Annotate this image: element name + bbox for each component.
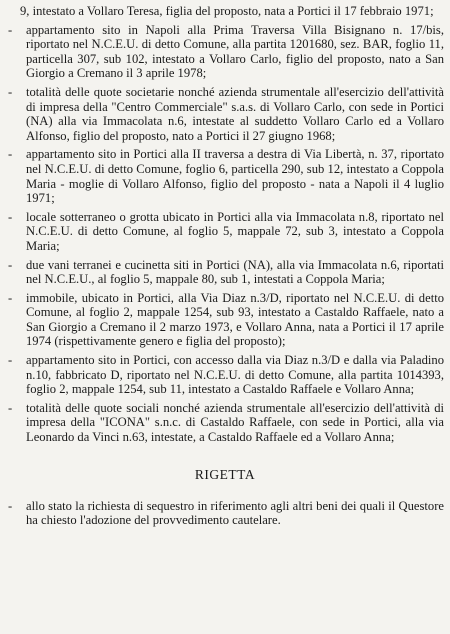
dash-bullet: - <box>8 22 13 37</box>
dash-bullet: - <box>8 400 13 415</box>
dash-bullet: - <box>8 257 13 272</box>
dash-bullet: - <box>8 147 13 162</box>
list-item <box>6 401 444 445</box>
dash-bullet: - <box>8 353 13 368</box>
entry-text: appartamento sito in Portici, con accesso dalla via Diaz n.3/D e dalla via Paladino n.10, fabbricato D, riportato nel N.C.E.U. di detto Comune, alla partita 1014393, foglio 2, mappale 1254, sub 11, intestato a Castaldo Raffaele e Vollaro Anna; <box>26 353 444 397</box>
entry-text: totalità delle quote societarie nonché azienda strumentale all'esercizio dell'attività di impresa della "Centro Commerciale" s.a.s. di Vollaro Carlo, con sede in Portici (NA) alla via Immacolata n.6, intestate al suddetto Vollaro Carlo ed a Vollaro Alfonso, figlio del proposto, nato a Portici il 27 giugno 1968; <box>26 84 444 143</box>
list-item <box>6 23 444 81</box>
list-item <box>6 353 444 397</box>
entry-text: 9, intestato a Vollaro Teresa, figlia del proposto, nata a Portici il 17 febbraio 1971; <box>20 4 434 18</box>
entry-text: appartamento sito in Portici alla II traversa a destra di Via Libertà, n. 37, riportato nel N.C.E.U. di detto Comune, foglio 6, particella 290, sub 12, intestato a Coppola Maria - moglie di Vollaro Alfonso, figlio del proposto - nata a Napoli il 4 luglio 1971; <box>26 147 444 206</box>
entry-text: allo stato la richiesta di sequestro in riferimento agli altri beni dei quali il Questore ha chiesto l'adozione del provvedimento cautelare. <box>26 498 444 528</box>
dash-bullet: - <box>8 209 13 224</box>
entry-text: due vani terranei e cucinetta siti in Portici (NA), alla via Immacolata n.6, riportati nel N.C.E.U., al foglio 5, mappale 80, sub 1, intestati a Coppola Maria; <box>26 257 444 287</box>
dash-bullet: - <box>8 84 13 99</box>
list-item <box>6 499 444 528</box>
entry-text: locale sotterraneo o grotta ubicato in Portici alla via Immacolata n.8, riportato nel N.C.E.U. di detto Comune, al foglio 5, mappale 72, sub 3, intestato a Coppola Maria; <box>26 209 444 253</box>
list-item <box>6 4 444 19</box>
list-item <box>6 258 444 287</box>
entry-text: immobile, ubicato in Portici, alla Via Diaz n.3/D, riportato nel N.C.E.U. di detto Comune, al foglio 2, mappale 1254, sub 93, intestato a Castaldo Raffaele, nato a San Giorgio a Cremano il 2 marzo 1973, e Vollaro Anna, nata a Portici il 17 aprile 1974 (rispettivamente genero e figlia del proposto); <box>26 290 444 349</box>
list-item <box>6 291 444 349</box>
section-heading: RIGETTA <box>194 466 256 482</box>
list-item <box>6 147 444 205</box>
dash-bullet: - <box>8 290 13 305</box>
list-item <box>6 85 444 143</box>
entry-text: totalità delle quote sociali nonché azienda strumentale all'esercizio dell'attività di impresa della "ICONA" s.n.c. di Castaldo Raffaele, con sede in Portici, alla via Leonardo da Vinci n.63, intestate, a Castaldo Raffaele ed a Vollaro Anna; <box>26 400 444 445</box>
list-item <box>6 210 444 254</box>
entry-text: appartamento sito in Napoli alla Prima Traversa Villa Bisignano n. 17/bis, riportato nel N.C.E.U. di detto Comune, alla partita 1201680, sez. BAR, foglio 11, particella 307, sub 102, intestato a Vollaro Carlo, figlio del proposto, nato a San Giorgio a Cremano il 3 aprile 1978; <box>26 22 444 81</box>
dash-bullet: - <box>8 498 13 513</box>
